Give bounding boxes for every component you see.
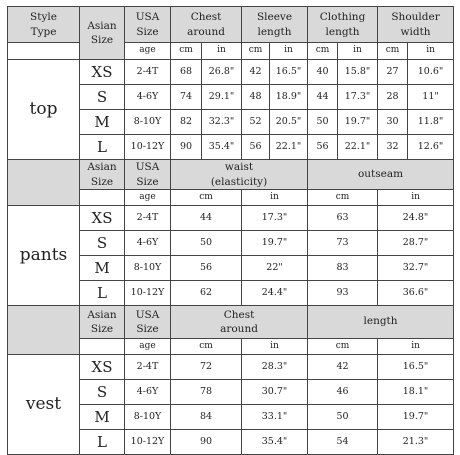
in-label: in <box>242 190 308 206</box>
table-cell: 42 <box>242 60 270 85</box>
in-label: in <box>270 43 308 60</box>
table-cell: 35.4" <box>242 430 308 455</box>
table-cell: 22.1" <box>270 135 308 160</box>
table-cell: 27 <box>378 60 408 85</box>
usa-size: 8-10Y <box>125 405 171 430</box>
usa-size: 2-4T <box>125 206 171 231</box>
cm-label: cm <box>171 190 242 206</box>
in-label: in <box>242 339 308 355</box>
style-name-vest: vest <box>8 355 80 455</box>
table-cell: 56 <box>171 256 242 281</box>
table-cell: 15.8" <box>338 60 378 85</box>
table-row <box>8 206 454 231</box>
asian-size-header: Asian Size <box>80 306 125 339</box>
usa-size-header: USA Size <box>125 160 171 190</box>
in-label: in <box>202 43 242 60</box>
style-name-top: top <box>8 60 80 160</box>
asian-size: L <box>80 135 125 160</box>
table-cell: 52 <box>242 110 270 135</box>
table-cell: 46 <box>308 380 378 405</box>
usa-size: 4-6Y <box>125 380 171 405</box>
table-cell: 28.3" <box>242 355 308 380</box>
usa-size: 2-4T <box>125 60 171 85</box>
table-cell: 11.8" <box>408 110 454 135</box>
table-cell: 32 <box>378 135 408 160</box>
table-cell: 44 <box>171 206 242 231</box>
usa-size-header: USA Size <box>125 7 171 43</box>
usa-size: 8-10Y <box>125 256 171 281</box>
table-cell: 21.3" <box>378 430 454 455</box>
pants-style-blank <box>8 160 80 206</box>
table-cell: 48 <box>242 85 270 110</box>
table-cell: 17.3" <box>338 85 378 110</box>
table-cell: 18.9" <box>270 85 308 110</box>
table-cell: 16.5" <box>270 60 308 85</box>
usa-size: 8-10Y <box>125 110 171 135</box>
table-cell: 72 <box>171 355 242 380</box>
outseam-header: outseam <box>308 160 454 190</box>
asian-size: XS <box>80 60 125 85</box>
vest-style-blank <box>8 306 80 355</box>
table-cell: 93 <box>308 281 378 306</box>
table-cell: 10.6" <box>408 60 454 85</box>
table-cell: 20.5" <box>270 110 308 135</box>
usa-size-header: USA Size <box>125 306 171 339</box>
table-cell: 16.5" <box>378 355 454 380</box>
table-cell: 11" <box>408 85 454 110</box>
table-cell: 32.3" <box>202 110 242 135</box>
table-cell: 29.1" <box>202 85 242 110</box>
asian-size-blank <box>80 190 125 206</box>
cm-label: cm <box>242 43 270 60</box>
age-label: age <box>125 339 171 355</box>
asian-size: L <box>80 281 125 306</box>
table-cell: 50 <box>171 231 242 256</box>
asian-size: M <box>80 405 125 430</box>
top-header-row <box>8 7 454 43</box>
table-cell: 50 <box>308 110 338 135</box>
table-cell: 26.8" <box>202 60 242 85</box>
table-cell: 78 <box>171 380 242 405</box>
table-row <box>8 355 454 380</box>
usa-size: 4-6Y <box>125 85 171 110</box>
asian-size: XS <box>80 355 125 380</box>
usa-size: 4-6Y <box>125 231 171 256</box>
in-label: in <box>378 339 454 355</box>
sleeve-length-header: Sleeve length <box>242 7 308 43</box>
table-cell: 83 <box>308 256 378 281</box>
table-cell: 35.4" <box>202 135 242 160</box>
table-cell: 73 <box>308 231 378 256</box>
chest-around-header: Chest around <box>171 7 242 43</box>
usa-size: 10-12Y <box>125 135 171 160</box>
cm-label: cm <box>171 43 202 60</box>
table-cell: 17.3" <box>242 206 308 231</box>
table-cell: 54 <box>308 430 378 455</box>
table-cell: 62 <box>171 281 242 306</box>
asian-size: M <box>80 256 125 281</box>
table-cell: 82 <box>171 110 202 135</box>
table-cell: 32.7" <box>378 256 454 281</box>
table-cell: 19.7" <box>338 110 378 135</box>
table-cell: 19.7" <box>242 231 308 256</box>
table-cell: 30.7" <box>242 380 308 405</box>
table-cell: 84 <box>171 405 242 430</box>
asian-size: L <box>80 430 125 455</box>
asian-size: S <box>80 231 125 256</box>
shoulder-width-header: Shoulder width <box>378 7 454 43</box>
table-cell: 74 <box>171 85 202 110</box>
table-cell: 56 <box>242 135 270 160</box>
asian-size: M <box>80 110 125 135</box>
style-type-header: Style Type <box>8 7 80 43</box>
in-label: in <box>338 43 378 60</box>
table-cell: 36.6" <box>378 281 454 306</box>
table-cell: 42 <box>308 355 378 380</box>
table-cell: 40 <box>308 60 338 85</box>
table-cell: 28 <box>378 85 408 110</box>
usa-size: 10-12Y <box>125 281 171 306</box>
table-row <box>8 60 454 85</box>
vest-header-row <box>8 306 454 339</box>
age-label: age <box>125 43 171 60</box>
table-cell: 19.7" <box>378 405 454 430</box>
table-cell: 28.7" <box>378 231 454 256</box>
table-cell: 50 <box>308 405 378 430</box>
length-header: length <box>308 306 454 339</box>
asian-size: S <box>80 380 125 405</box>
age-label: age <box>125 190 171 206</box>
chest-around-header: Chest around <box>171 306 308 339</box>
cm-label: cm <box>171 339 242 355</box>
style-type-blank <box>8 43 80 60</box>
cm-label: cm <box>378 43 408 60</box>
waist-header: waist (elasticity) <box>171 160 308 190</box>
table-cell: 24.8" <box>378 206 454 231</box>
table-cell: 63 <box>308 206 378 231</box>
asian-size-header: Asian Size <box>80 160 125 190</box>
table-cell: 12.6" <box>408 135 454 160</box>
usa-size: 10-12Y <box>125 430 171 455</box>
table-cell: 18.1" <box>378 380 454 405</box>
asian-size: S <box>80 85 125 110</box>
table-cell: 30 <box>378 110 408 135</box>
cm-label: cm <box>308 43 338 60</box>
table-cell: 24.4" <box>242 281 308 306</box>
table-cell: 90 <box>171 135 202 160</box>
table-cell: 44 <box>308 85 338 110</box>
cm-label: cm <box>308 190 378 206</box>
asian-size-blank <box>80 339 125 355</box>
in-label: in <box>378 190 454 206</box>
style-name-pants: pants <box>8 206 80 306</box>
table-cell: 22.1" <box>338 135 378 160</box>
size-chart-table <box>7 6 454 455</box>
in-label: in <box>408 43 454 60</box>
table-cell: 22" <box>242 256 308 281</box>
asian-size: XS <box>80 206 125 231</box>
cm-label: cm <box>308 339 378 355</box>
top-unit-row <box>8 43 454 60</box>
asian-size-header: Asian Size <box>80 7 125 60</box>
clothing-length-header: Clothing length <box>308 7 378 43</box>
size-chart <box>7 6 453 451</box>
table-cell: 90 <box>171 430 242 455</box>
pants-header-row <box>8 160 454 190</box>
usa-size: 2-4T <box>125 355 171 380</box>
table-cell: 56 <box>308 135 338 160</box>
table-cell: 33.1" <box>242 405 308 430</box>
table-cell: 68 <box>171 60 202 85</box>
